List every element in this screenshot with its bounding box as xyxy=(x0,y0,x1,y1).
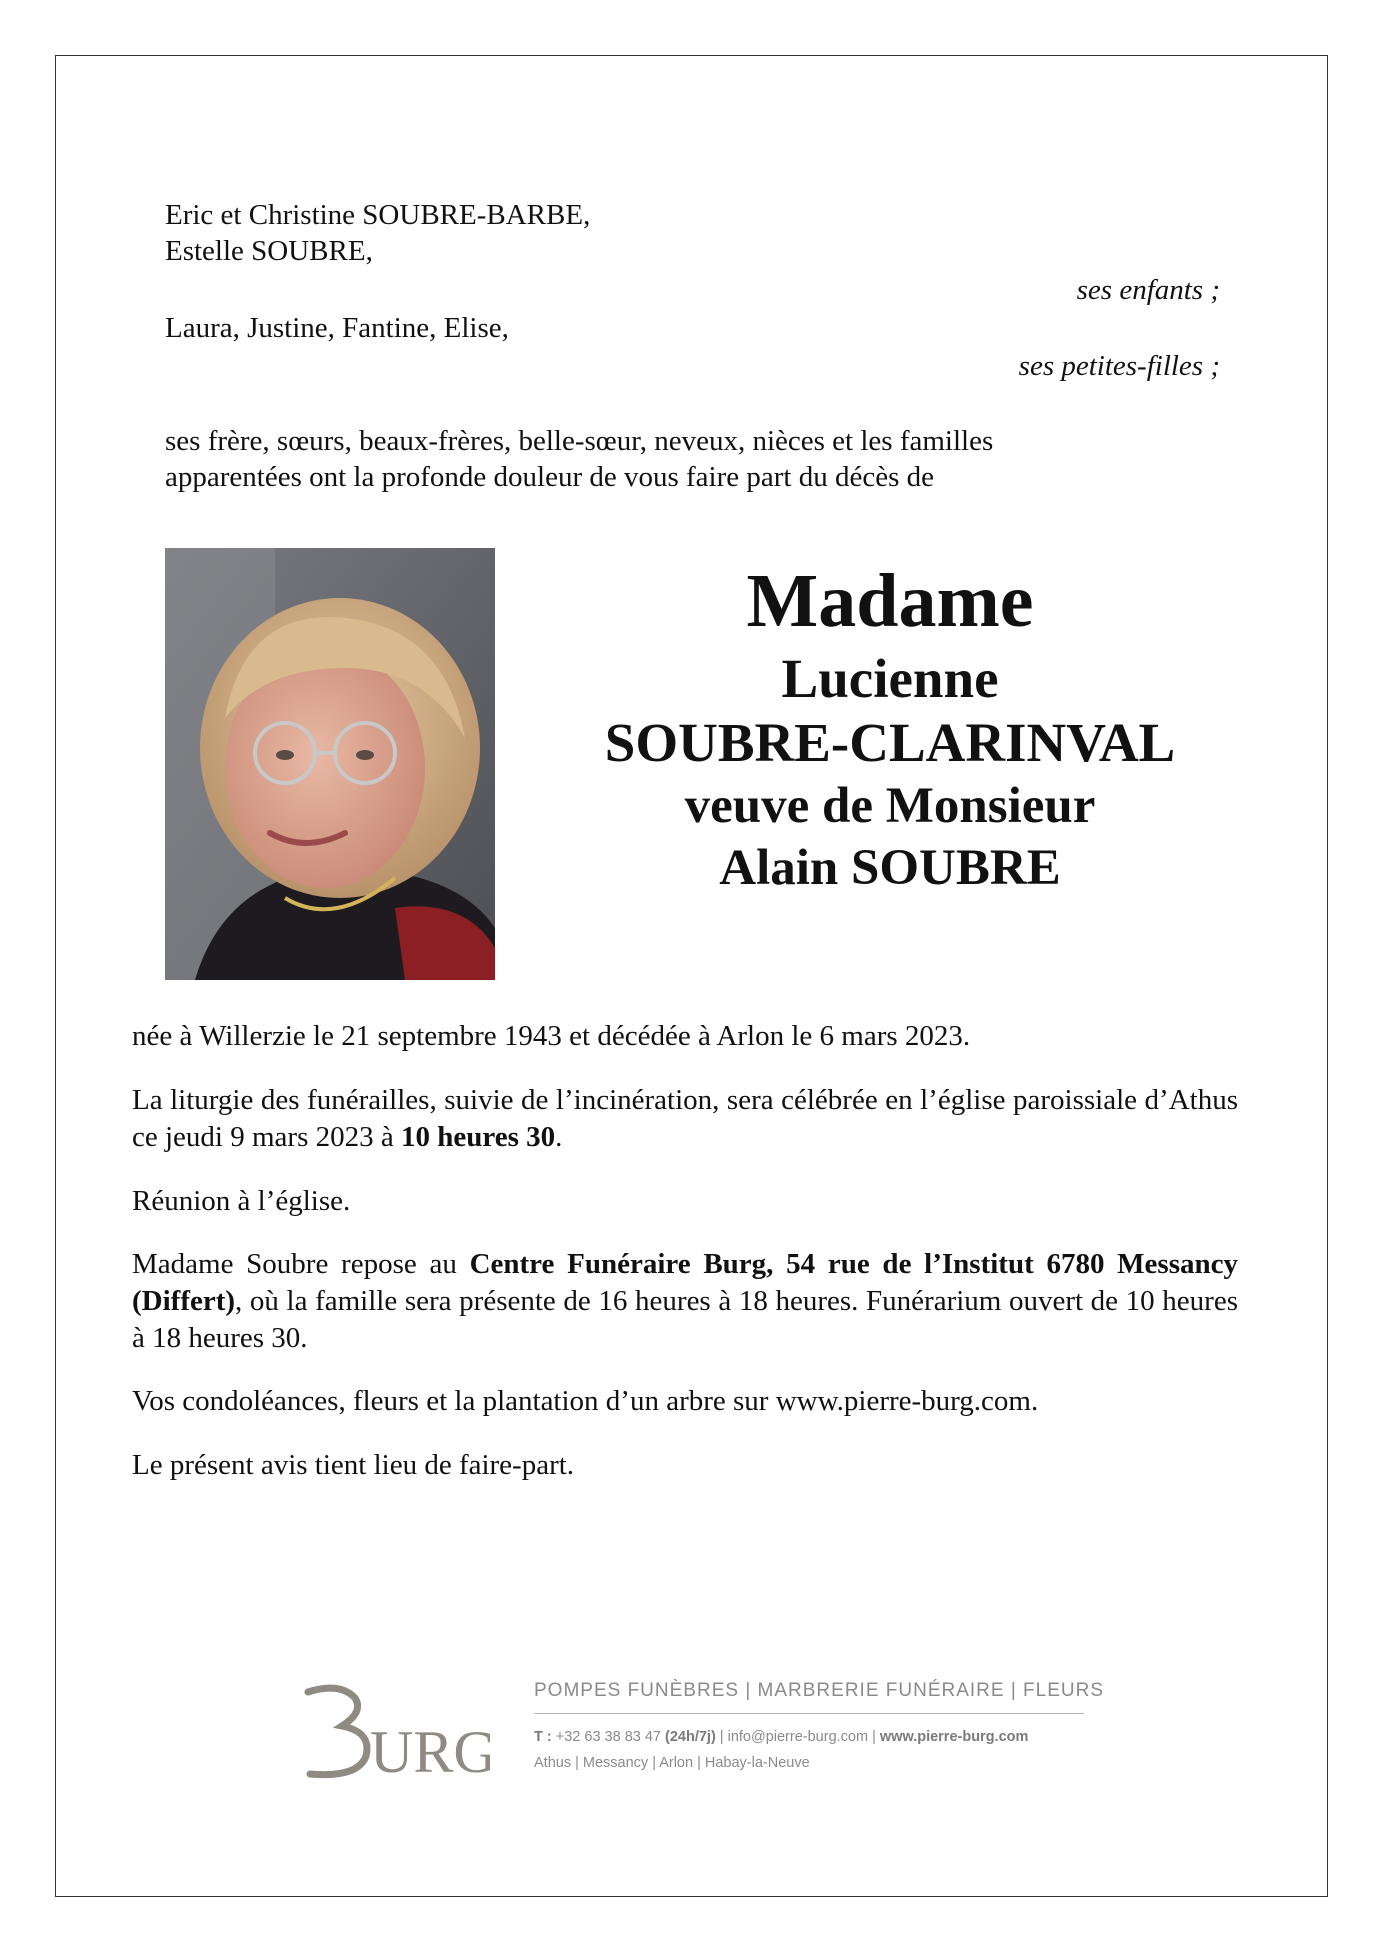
deceased-last-name: SOUBRE-CLARINVAL xyxy=(604,712,1176,773)
notice-line: Le présent avis tient lieu de faire-part. xyxy=(132,1449,575,1481)
widow-of-line: veuve de Monsieur xyxy=(684,778,1096,834)
relatives-line-2: apparentées ont la profonde douleur de vous faire part du décès de xyxy=(165,461,934,493)
children-line-2: Estelle SOUBRE, xyxy=(165,235,373,267)
deceased-name-block xyxy=(530,555,1250,899)
footer-contact: T : +32 63 38 83 47 (24h/7j) | info@pierre-burg.com | www.pierre-burg.com xyxy=(534,1729,1029,1745)
grandchildren-line: Laura, Justine, Fantine, Elise, xyxy=(165,312,509,344)
liturgy-paragraph xyxy=(132,1082,1238,1156)
footer-website[interactable]: www.pierre-burg.com xyxy=(879,1729,1029,1745)
children-line-1: Eric et Christine SOUBRE-BARBE, xyxy=(165,199,591,231)
meeting-line: Réunion à l’église. xyxy=(132,1185,351,1217)
footer-services: POMPES FUNÈBRES | MARBRERIE FUNÉRAIRE | FLEURS xyxy=(534,1680,1105,1701)
burg-logo xyxy=(300,1680,490,1780)
liturgy-end: . xyxy=(555,1121,563,1153)
liturgy-time: 10 heures 30 xyxy=(400,1121,556,1153)
condolences-line: Vos condoléances, fleurs et la plantation d’un arbre sur www.pierre-burg.com. xyxy=(132,1385,1039,1417)
footer-divider xyxy=(534,1713,1084,1714)
deceased-first-name: Lucienne xyxy=(781,648,999,709)
logo-letters: URG xyxy=(370,1719,490,1780)
liturgy-text: La liturgie des funérailles, suivie de l’incinération, sera célébrée en l’église paroissiale d’Athus ce jeudi 9 mars 2023 à xyxy=(132,1084,1238,1153)
deceased-title: Madame xyxy=(746,559,1034,643)
repose-place: Centre Funéraire Burg, 54 rue de l’Institut 6780 Messancy (Differt) xyxy=(132,1248,1238,1317)
phone-hours: (24h/7j) xyxy=(665,1729,716,1745)
grandchildren-label: ses petites-filles ; xyxy=(1018,350,1220,382)
footer-email[interactable]: info@pierre-burg.com xyxy=(727,1729,869,1745)
repose-rest: , où la famille sera présente de 16 heures à 18 heures. Funérarium ouvert de 10 heures à 18 heures 30. xyxy=(132,1285,1238,1354)
phone-label: T : xyxy=(534,1729,556,1745)
footer-locations: Athus | Messancy | Arlon | Habay-la-Neuve xyxy=(534,1755,810,1771)
children-label: ses enfants ; xyxy=(1076,274,1220,306)
birth-death-line: née à Willerzie le 21 septembre 1943 et décédée à Arlon le 6 mars 2023. xyxy=(132,1020,971,1052)
spouse-name: Alain SOUBRE xyxy=(719,840,1061,896)
portrait-photo xyxy=(165,548,495,980)
repose-paragraph xyxy=(132,1246,1238,1357)
phone-number[interactable]: +32 63 38 83 47 xyxy=(555,1729,661,1745)
repose-intro: Madame Soubre repose au xyxy=(132,1248,470,1280)
relatives-line-1: ses frère, sœurs, beaux-frères, belle-sœur, neveux, nièces et les familles xyxy=(165,425,994,457)
